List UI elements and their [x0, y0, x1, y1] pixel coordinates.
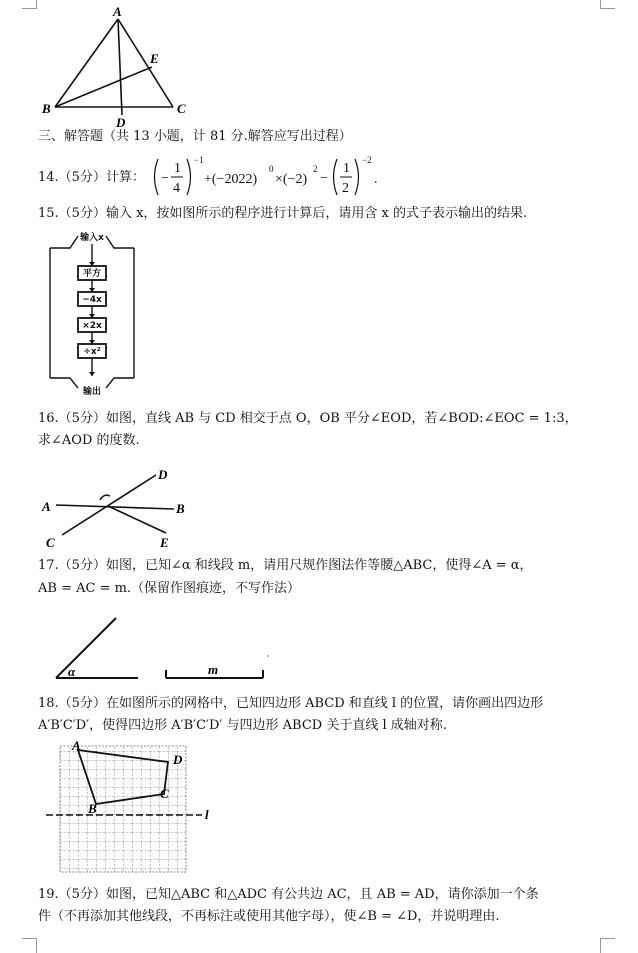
q16-label-b: B	[176, 501, 185, 516]
q14-t1-sign: −	[161, 171, 169, 186]
q16-label-d: D	[158, 467, 168, 482]
q16-label-a: A	[42, 499, 51, 514]
corner-mark-top-right	[600, 0, 615, 9]
q18-label-a: A	[72, 738, 81, 753]
q14-t3: ×(−2)	[275, 172, 308, 187]
q16-label-c: C	[46, 535, 55, 550]
q14-t4-num: 1	[343, 161, 350, 176]
flow-step-minus4x: −4x	[82, 295, 102, 305]
flow-step-times2x: ×2x	[82, 321, 102, 331]
q18-label-c: C	[160, 786, 169, 801]
q18-grid-figure	[42, 738, 217, 877]
q18-label-d: D	[173, 752, 183, 767]
q19-line1: 19.（5分）如图，已知△ABC 和△ADC 有公共边 AC，且 AB = AD，请你添加一个条	[38, 887, 539, 902]
q19-line2: 件（不再添加其他线段，不再标注或使用其他字母），使∠B = ∠D，并说明理由.	[38, 909, 500, 924]
q16-line2: 求∠AOD 的度数.	[38, 433, 140, 448]
flow-input: 输入x	[80, 233, 104, 243]
q16-figure	[38, 465, 218, 555]
q14-t4-exp: −2	[362, 155, 372, 165]
q17-m-label: m	[208, 662, 219, 677]
q16-label-e: E	[160, 535, 169, 550]
fig13-label-c: C	[177, 101, 186, 116]
section-heading: 三、解答题（共 13 小题，计 81 分.解答应写出过程）	[38, 129, 352, 144]
q14-t1-den: 4	[173, 181, 180, 196]
q17-figure	[38, 610, 278, 685]
q14-t4-sign: −	[320, 171, 328, 186]
q18-label-b: B	[88, 801, 97, 816]
q14-t1-num: 1	[174, 161, 181, 176]
flow-step-divide-x2: ÷x²	[83, 347, 101, 357]
q18-line2: A′B′C′D′，使得四边形 A′B′C′D′ 与四边形 ABCD 关于直线 l 成轴对称.	[38, 718, 447, 733]
q14-t2-exp: 0	[269, 164, 274, 174]
fig13-label-a: A	[113, 4, 122, 19]
q16-line1: 16.（5分）如图，直线 AB 与 CD 相交于点 O，OB 平分∠EOD，若∠BOD:∠EOC = 1:3，	[38, 411, 578, 426]
q14-t1-exp: −1	[194, 155, 204, 165]
q14-expression	[150, 155, 410, 199]
corner-mark-bottom-left	[22, 938, 37, 953]
q14-end: .	[374, 172, 378, 187]
flow-step-square: 平方	[82, 269, 102, 279]
fig13-label-e: E	[150, 51, 159, 66]
q15-flowchart	[40, 230, 150, 400]
q14-t3-exp: 2	[313, 164, 318, 174]
flow-output: 输出	[82, 387, 102, 397]
q15-text: 15.（5分）输入 x，按如图所示的程序进行计算后，请用含 x 的式子表示输出的结果.	[38, 206, 528, 221]
q18-line1: 18.（5分）在如图所示的网格中，已知四边形 ABCD 和直线 l 的位置，请你画出四边形	[38, 696, 544, 711]
triangle-figure-q13	[30, 5, 230, 130]
fig13-label-d: D	[116, 115, 126, 130]
q17-line1: 17.（5分）如图，已知∠α 和线段 m，请用尺规作图法作等腰△ABC，使得∠A = α，	[38, 558, 533, 573]
fig13-label-b: B	[42, 101, 51, 116]
q17-line2: AB = AC = m.（保留作图痕迹，不写作法）	[38, 581, 301, 596]
q18-label-l: l	[205, 807, 209, 822]
q14-lead: 14.（5分）计算：	[38, 170, 145, 185]
q14-t4-den: 2	[342, 181, 349, 196]
q17-alpha-label: α	[68, 664, 76, 679]
corner-mark-bottom-right	[600, 938, 615, 953]
q14-t2: +(−2022)	[204, 172, 258, 187]
